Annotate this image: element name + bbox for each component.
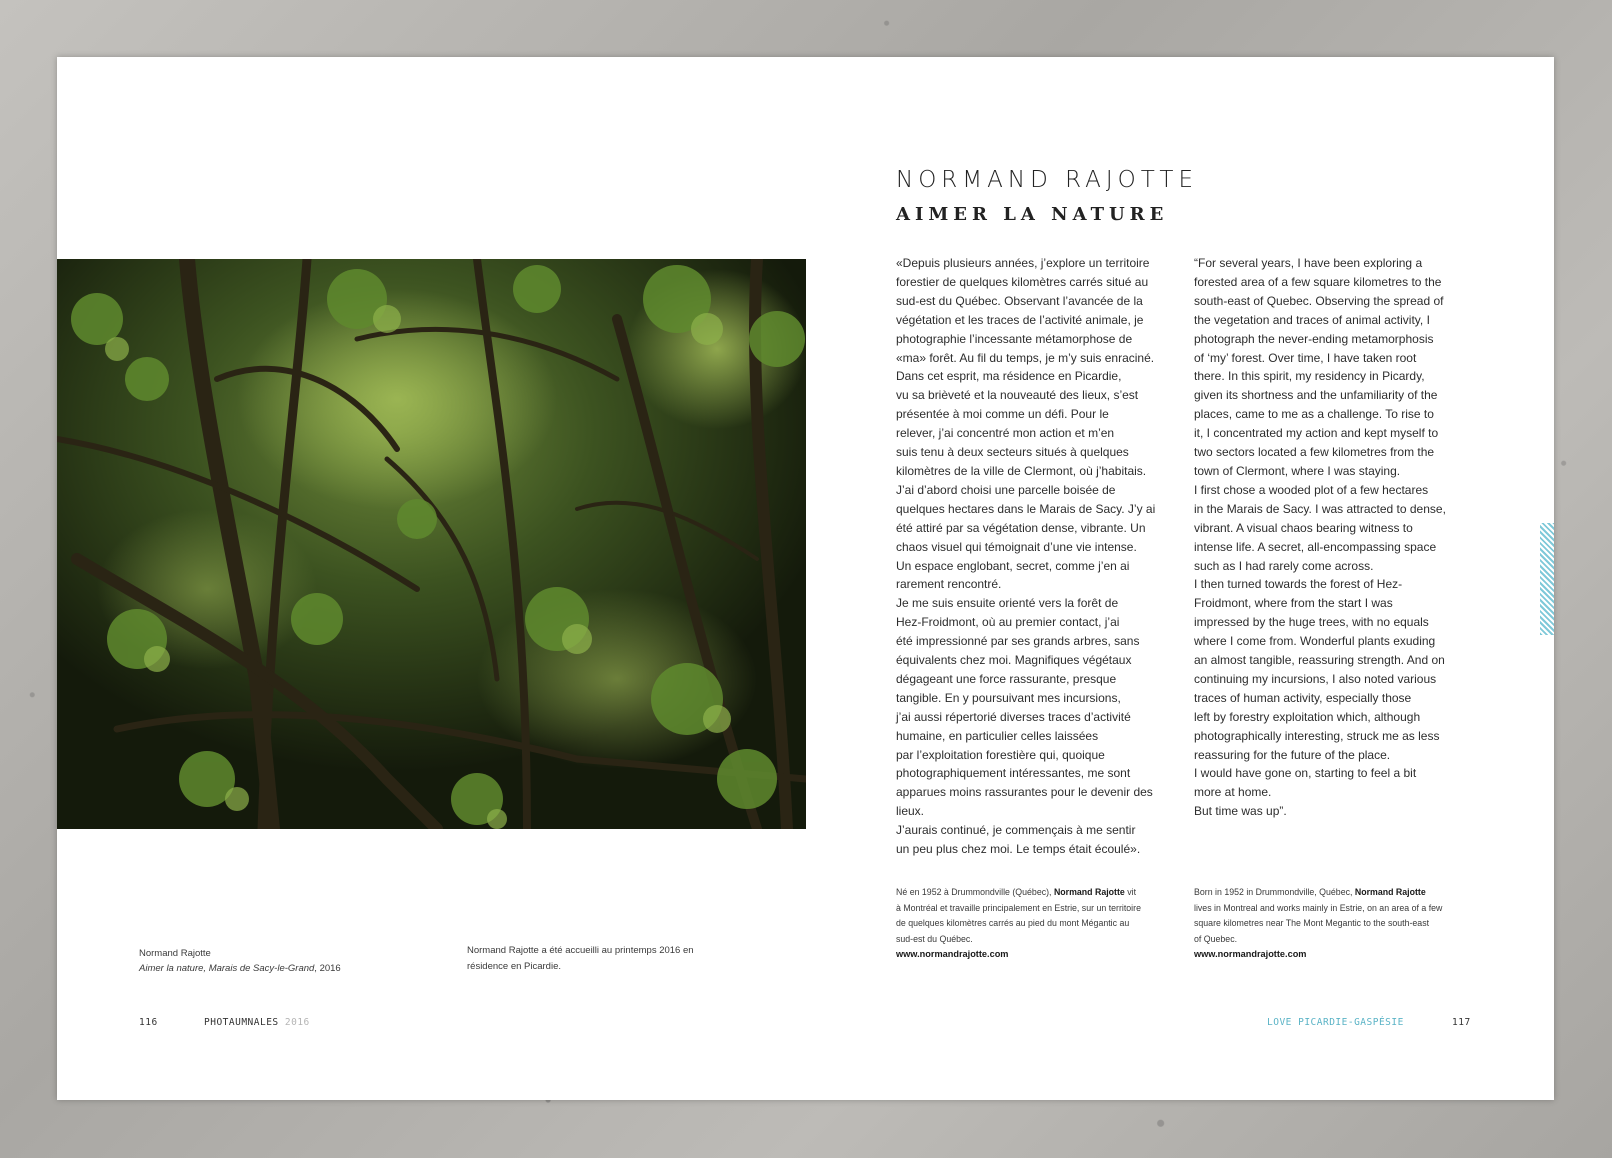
text-line: photographically interesting, struck me as less [1194, 728, 1440, 743]
text-line: such as I had rarely come across. [1194, 558, 1374, 573]
text-line: vibrant. A visual chaos bearing witness to [1194, 520, 1413, 535]
residency-note [467, 943, 717, 975]
text-line: an almost tangible, reassuring strength. And on [1194, 653, 1445, 668]
text-line: impressed by the huge trees, with no equals [1194, 615, 1429, 630]
text-line: more at home. [1194, 785, 1272, 800]
forest-photo-image [57, 259, 806, 829]
text-line: apparues moins rassurantes pour le devenir des [896, 785, 1153, 800]
page-subtitle: AIMER LA NATURE [896, 204, 1169, 225]
section-name: LOVE PICARDIE-GASPÉSIE [1267, 1017, 1404, 1028]
text-line: tangible. En y poursuivant mes incursions, [896, 690, 1121, 705]
artist-website-link[interactable]: www.normandrajotte.com [1194, 949, 1307, 959]
text-line: kilomètres de la ville de Clermont, où j’habitais. [896, 463, 1147, 478]
forest-photograph [57, 259, 806, 829]
text-line: there. In this spirit, my residency in Picardy, [1194, 369, 1425, 384]
bio-french [896, 885, 1171, 963]
text-line: it, I concentrated my action and kept myself to [1194, 426, 1439, 441]
text-line: chaos visuel qui témoignait d’une vie intense. [896, 539, 1137, 554]
text-line: forested area of a few square kilometres to the [1194, 274, 1442, 289]
text-line: in the Marais de Sacy. I was attracted to dense, [1194, 501, 1446, 516]
publication-name [204, 1017, 310, 1028]
magazine-spread [57, 57, 1554, 1100]
text-line: par l’exploitation forestière qui, quoique [896, 747, 1105, 762]
caption-artist: Normand Rajotte [139, 948, 211, 959]
text-line: two sectors located a few kilometres from the [1194, 445, 1435, 460]
bio-artist-name: Normand Rajotte [1053, 887, 1125, 897]
text-line: I would have gone on, starting to feel a bit [1194, 766, 1417, 781]
text-line: where I come from. Wonderful plants exuding [1194, 634, 1436, 649]
residency-note-line: résidence en Picardie. [467, 961, 561, 972]
text-line: Hez-Froidmont, où au premier contact, j’ai [896, 615, 1120, 630]
text-line: quelques hectares dans le Marais de Sacy. J’y ai [896, 501, 1156, 516]
caption-work-title: Aimer la nature, Marais de Sacy-le-Grand [139, 963, 315, 974]
text-line: continuing my incursions, I also noted various [1194, 671, 1437, 686]
text-line: humaine, en particulier celles laissées [896, 728, 1099, 743]
text-line: présentée à moi comme un défi. Pour le [896, 407, 1109, 422]
text-line: of ‘my’ forest. Over time, I have taken root [1194, 350, 1417, 365]
page-number-right: 117 [1452, 1017, 1471, 1028]
text-line: J’ai d’abord choisi une parcelle boisée de [896, 482, 1116, 497]
text-line: lieux. [896, 804, 925, 819]
artist-website-link[interactable]: www.normandrajotte.com [896, 949, 1009, 959]
text-line: the vegetation and traces of animal activity, I [1194, 312, 1430, 327]
bio-line: à Montréal et travaille principalement en Estrie, sur un territoire [896, 902, 1141, 913]
text-line: south-east of Quebec. Observing the spread of [1194, 293, 1444, 308]
text-line: végétation et les traces de l’activité animale, je [896, 312, 1144, 327]
text-line: vu sa brièveté et la nouveauté des lieux, s’est [896, 388, 1139, 403]
text-line: «Depuis plusieurs années, j’explore un territoire [896, 256, 1150, 270]
section-tab-marker [1540, 523, 1554, 635]
bio-line: sud-est du Québec. [896, 933, 973, 944]
text-line: rarement rencontré. [896, 577, 1002, 592]
text-line: town of Clermont, where I was staying. [1194, 463, 1401, 478]
text-line: j’ai aussi répertorié diverses traces d’activité [896, 709, 1131, 724]
text-line: photographie l’incessante métamorphose de [896, 331, 1133, 346]
text-line: été impressionné par ses grands arbres, sans [896, 634, 1140, 649]
bio-artist-name: Normand Rajotte [1354, 887, 1426, 897]
text-line: Dans cet esprit, ma résidence en Picardie, [896, 369, 1122, 384]
page-title: NORMAND RAJOTTE [896, 167, 1198, 193]
bio-line [1194, 885, 1469, 901]
caption-year: , 2016 [314, 963, 341, 974]
text-line: Froidmont, where from the start I was [1194, 596, 1393, 611]
text-line: photographiquement intéressantes, me sont [896, 766, 1131, 781]
text-line: forestier de quelques kilomètres carrés situé au [896, 274, 1149, 289]
text-line: été attiré par sa végétation dense, vibrante. Un [896, 520, 1146, 535]
text-line: un peu plus chez moi. Le temps était écoulé». [896, 842, 1141, 857]
text-line: I then turned towards the forest of Hez- [1194, 577, 1403, 592]
text-line: J’aurais continué, je commençais à me sentir [896, 823, 1136, 838]
bio-text: Born in 1952 in Drummondville, Québec, [1194, 887, 1355, 897]
bio-line: square kilometres near The Mont Megantic to the south-east [1194, 918, 1430, 928]
text-line: équivalents chez moi. Magnifiques végétaux [896, 653, 1132, 668]
text-line: relever, j’ai concentré mon action et m’en [896, 426, 1115, 441]
text-line: Un espace englobant, secret, comme j’en ai [896, 558, 1130, 573]
french-text-column [896, 254, 1176, 859]
page-number-left: 116 [139, 1017, 158, 1028]
bio-line [896, 885, 1171, 901]
text-line: dégageant une force rassurante, presque [896, 671, 1117, 686]
publication-year: 2016 [284, 1017, 310, 1028]
residency-note-line: Normand Rajotte a été accueilli au printemps 2016 en [467, 945, 694, 956]
text-line: places, came to me as a challenge. To rise to [1194, 407, 1434, 422]
text-line: «ma» forêt. Au fil du temps, je m’y suis enraciné. [896, 350, 1155, 365]
text-line: Je me suis ensuite orienté vers la forêt de [896, 596, 1119, 611]
text-line: traces of human activity, especially those [1194, 690, 1412, 705]
text-line: I first chose a wooded plot of a few hectares [1194, 482, 1429, 497]
bio-line: of Quebec. [1194, 933, 1238, 944]
bio-line: de quelques kilomètres carrés au pied du mont Mégantic au [896, 918, 1130, 928]
photo-caption [139, 946, 399, 976]
text-line: sud-est du Québec. Observant l’avancée de la [896, 293, 1143, 308]
english-text-column [1194, 254, 1474, 821]
text-line: suis tenu à deux secteurs situés à quelques [896, 445, 1129, 460]
text-line: reassuring for the future of the place. [1194, 747, 1391, 762]
bio-text: Né en 1952 à Drummondville (Québec), [896, 887, 1054, 897]
text-line: left by forestry exploitation which, although [1194, 709, 1421, 724]
bio-line: lives in Montreal and works mainly in Estrie, on an area of a few [1194, 902, 1443, 913]
text-line: intense life. A secret, all-encompassing space [1194, 539, 1437, 554]
bio-english [1194, 885, 1469, 963]
bio-text: vit [1124, 887, 1137, 897]
text-line: But time was up”. [1194, 804, 1287, 819]
text-line: given its shortness and the unfamiliarity of the [1194, 388, 1438, 403]
text-line: “For several years, I have been exploring a [1194, 256, 1423, 270]
publication-title: PHOTAUMNALES [204, 1017, 279, 1028]
text-line: photograph the never-ending metamorphosis [1194, 331, 1434, 346]
caption-work [139, 961, 399, 976]
